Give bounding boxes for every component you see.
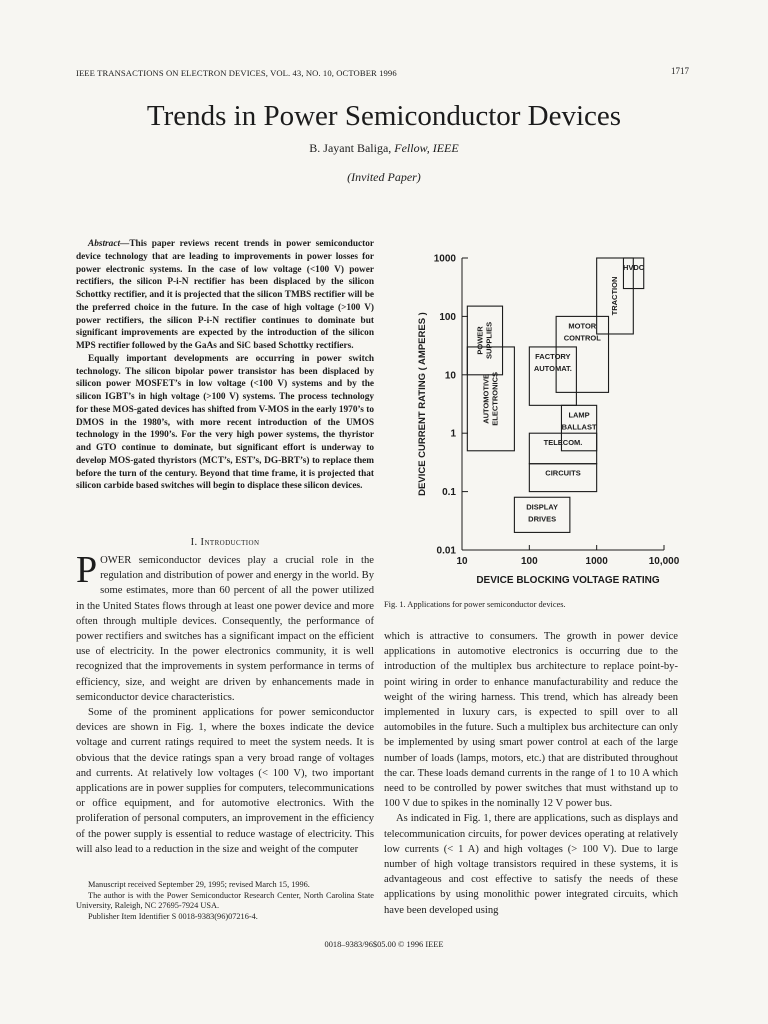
section-title: Introduction: [200, 537, 260, 548]
author-affiliation: Fellow, IEEE: [394, 141, 459, 155]
figure-caption: Fig. 1. Applications for power semiconductor devices.: [384, 600, 566, 609]
abstract: [76, 238, 374, 493]
region-label-automotive-electronics: AUTOMOTIVEELECTRONICS: [481, 371, 500, 426]
x-tick-label: 1000: [585, 556, 608, 567]
intro-paragraph-2: Some of the prominent applications for power semiconductor devices are shown in Fig. 1, where the boxes indicate the device voltage and current ratings required to meet the system needs. It is obvious that the device ratings span a very broad range of voltages and currents. At relatively low voltages (< 100 V), two important applications are in power supplies for computers, telecommunications or office equipment, and for automotive electronics. With the proliferation of personal computers, an improvement in the efficiency of the power supply is essential to reduce wastage of electricity. This will also lead to a reduction in the size and weight of the computer: [76, 707, 374, 855]
figure-1-chart: [400, 236, 680, 592]
author-name: B. Jayant Baliga,: [309, 141, 392, 155]
region-label-display-drives: DISPLAY DRIVES: [526, 502, 559, 524]
region-label-power-supplies: POWERSUPPLIES: [475, 321, 494, 360]
x-tick-label: 100: [520, 556, 538, 567]
y-axis-title: DEVICE CURRENT RATING ( AMPERES ): [417, 312, 428, 496]
section-heading: [76, 537, 374, 548]
x-tick-label: 10,000: [648, 556, 680, 567]
y-tick-label: 10: [444, 370, 456, 382]
x-axis-title: DEVICE BLOCKING VOLTAGE RATING: [476, 575, 660, 586]
abstract-text-2: Equally important developments are occurring in power switch technology. The silicon bipolar power transistor has been displaced by silicon power MOSFET’s in low voltage (<100 V) systems and by the silicon IGBT’s in high voltage (>100 V) systems. The process technology for these MOS-gated devices has shifted from V-MOS in the early 1970’s to DMOS in the 1980’s, with more recent introduction of the UMOS technology in the 1990’s. For the very high power systems, the thyristor and GTO continue to dominate, but significant effort is underway to develop MOS-gated thyristors (MCT’s, EST’s, DG-BRT’s) to replace them before the turn of the century. Beyond that time frame, it is projected that silicon carbide based switches will begin to displace these silicon devices.: [76, 353, 374, 492]
right-paragraph-1: which is attractive to consumers. The growth in power device applications in automotive electronics is occurring due to the introduction of the multiplex bus architecture to replace point-by-point wiring in order to enhance manufacturability and reduce the weight of the wiring harness. This trend, which has already been implemented in luxury cars, is expected to spill over to all automobiles in the future. Such a multiplex bus architecture can only be implemented by using smart power control at each of the large number of loads (lamps, motors, etc.) that are distributed throughout the car. These loads demand currents in the range of 1 to 10 A which need to be controlled by power switches that must withstand up to 100 V due to spikes in the nominally 12 V power bus.: [384, 631, 678, 810]
author-line: [0, 141, 768, 156]
section-number: I.: [190, 537, 198, 548]
footnote-received: Manuscript received September 29, 1995; revised March 15, 1996.: [88, 880, 310, 889]
abstract-text-1: This paper reviews recent trends in power semiconductor device technology that are leading to improvements in power losses for power electronic systems. In the case of low voltage (<100 V) power rectifiers, the silicon P-i-N rectifier has been displaced by the silicon Schottky rectifier, and it is projected that the silicon TMBS rectifier will be the preferred choice in the future. In the case of high voltage (>100 V) power rectifiers, the silicon P-i-N rectifier continues to dominate but significant improvements are expected by the introduction of the silicon MPS rectifier followed by the GaAs and SiC based Schottky rectifiers.: [76, 239, 374, 351]
copyright-footer: 0018–9383/96$05.00 © 1996 IEEE: [324, 940, 444, 949]
y-tick-label: 100: [439, 311, 456, 323]
region-label-telecom: TELECOM.: [543, 438, 583, 448]
running-header: IEEE TRANSACTIONS ON ELECTRON DEVICES, VOL. 43, NO. 10, OCTOBER 1996: [76, 68, 397, 78]
x-tick-label: 10: [456, 556, 468, 567]
region-label-lamp-ballast: LAMP BALLAST: [561, 410, 597, 432]
abstract-paragraph: [76, 238, 374, 353]
y-tick-label: 1: [450, 428, 456, 440]
y-tick-label: 0.1: [442, 487, 456, 499]
intro-text: [76, 549, 374, 857]
intro-paragraph-1: [76, 549, 374, 705]
page-number: 1717: [671, 66, 689, 76]
region-label-hvdc: HVDC: [622, 263, 645, 272]
region-label-circuits: CIRCUITS: [545, 468, 581, 478]
footnote-identifier: Publisher Item Identifier S 0018-9383(96)07216-4.: [88, 911, 258, 921]
region-label-traction: TRACTION: [609, 276, 619, 316]
y-tick-label: 1000: [433, 253, 456, 265]
invited-note: (Invited Paper): [347, 170, 421, 184]
footnote-author: The author is with the Power Semiconductor Research Center, North Carolina State University, Raleigh, NC 27695-7924 USA.: [76, 890, 374, 910]
y-tick-label: 0.01: [436, 545, 456, 557]
intro-paragraph-1-text: OWER semiconductor devices play a crucial role in the regulation and distribution of power and energy in the world. By some estimates, more than 60 percent of all the power utilized in the United States flows through at least one power device and more often through multiple devices. Consequently, the performance of power rectifiers and switches has a significant impact on the efficient use of electricity. In the power electronics community, it is well recognized that the improvements in system performance in terms of efficiency, size, and weight are driven by enhancements made in semiconductor device characteristics.: [76, 555, 374, 703]
right-column-text: [384, 629, 678, 918]
dropcap: P: [76, 549, 98, 591]
paper-title: Trends in Power Semiconductor Devices: [146, 100, 622, 132]
footnotes: [76, 880, 374, 922]
region-label-motor-control: MOTOR CONTROL: [563, 321, 601, 343]
right-paragraph-2: As indicated in Fig. 1, there are applications, such as displays and telecommunication circuits, for power devices operating at relatively low currents (< 1 A) and high voltages (> 100 V). Due to large number of high voltage transistors required in these systems, it is advantageous and cost effective to satisfy the needs of these applications by using monolithic power integrated circuits, which have been developed using: [384, 813, 678, 916]
abstract-lead: Abstract—: [88, 239, 130, 249]
region-label-factory-automat: FACTORY AUTOMAT.: [533, 351, 572, 373]
